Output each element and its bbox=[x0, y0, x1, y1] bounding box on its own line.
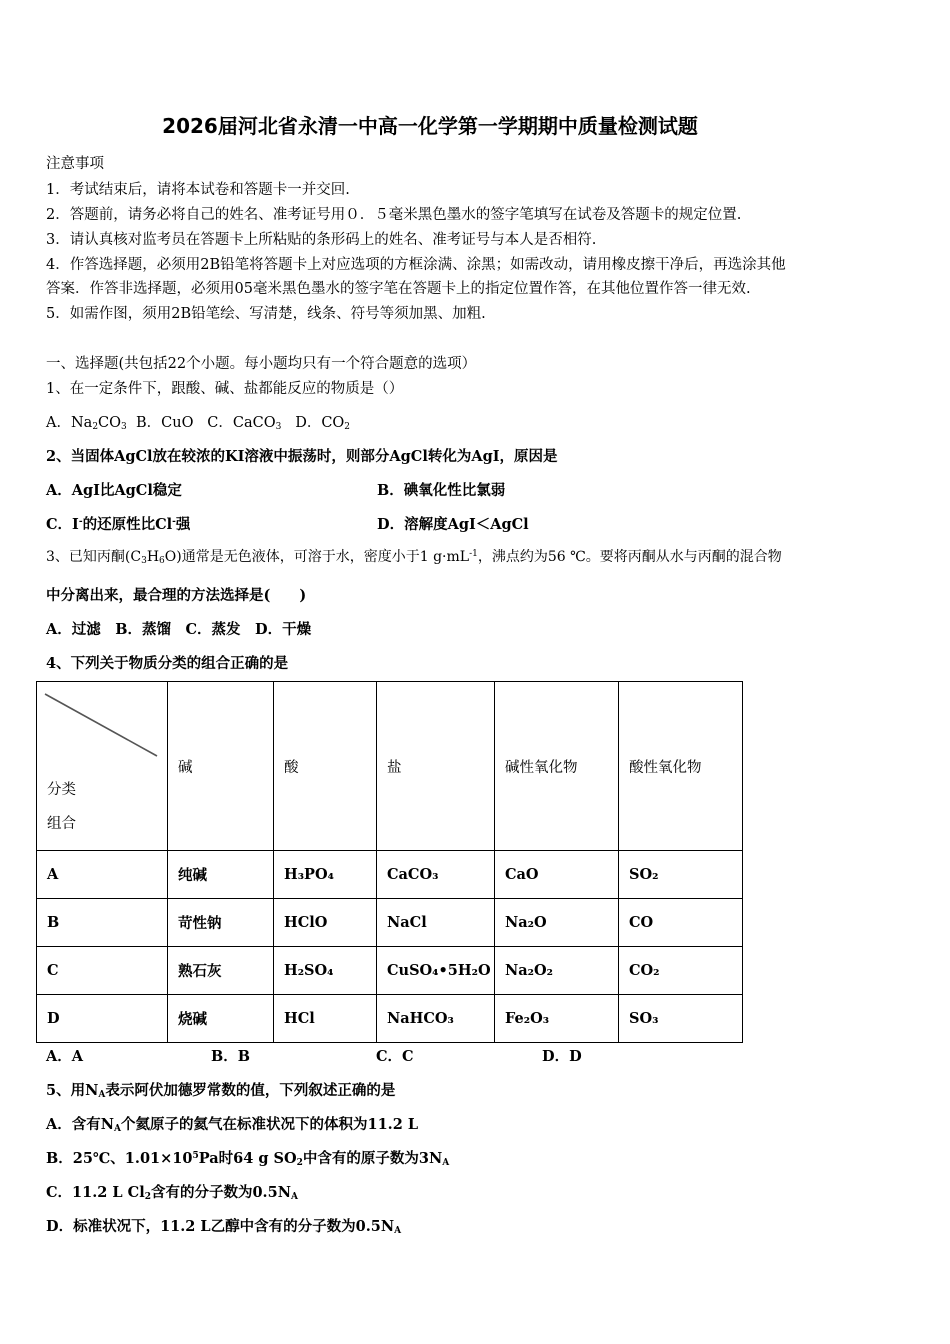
question-3-options: A．过滤 B．蒸馏 C．蒸发 D．干燥 bbox=[46, 621, 312, 638]
table-cell: CO₂ bbox=[619, 947, 743, 995]
table-cell: H₂SO₄ bbox=[274, 947, 377, 995]
table-cell: C bbox=[37, 947, 168, 995]
table-header-cell: 碱 bbox=[168, 682, 274, 851]
notice-item: 1．考试结束后，请将本试卷和答题卡一并交回. bbox=[46, 182, 350, 198]
table-row bbox=[37, 947, 743, 995]
notice-item: 5．如需作图，须用2B铅笔绘、写清楚，线条、符号等须加黑、加粗. bbox=[46, 306, 486, 322]
table-cell: A bbox=[37, 851, 168, 899]
table-cell: CaCO₃ bbox=[377, 851, 495, 899]
table-cell: H₃PO₄ bbox=[274, 851, 377, 899]
notice-item: 3．请认真核对监考员在答题卡上所粘贴的条形码上的姓名、准考证号与本人是否相符. bbox=[46, 232, 597, 248]
question-4-option-a: A．A bbox=[46, 1048, 84, 1065]
notice-heading: 注意事项 bbox=[46, 156, 104, 172]
notice-item: 答案．作答非选择题，必须用05毫米黑色墨水的签字笔在答题卡上的指定位置作答，在其他位置作答一律无效. bbox=[46, 281, 751, 297]
question-2-option-a: A．AgI比AgCl稳定 bbox=[46, 482, 182, 499]
table-cell: CuSO₄•5H₂O bbox=[377, 947, 495, 995]
table-cell: Na₂O bbox=[495, 899, 619, 947]
question-4-option-b: B．B bbox=[211, 1048, 251, 1065]
table-header-cell: 酸性氧化物 bbox=[619, 682, 743, 851]
table-cell: 烧碱 bbox=[168, 995, 274, 1043]
table-cell: B bbox=[37, 899, 168, 947]
question-5-option-c: C．11.2 L $Cl_2$含有的分子数为$0.5N_A$ bbox=[46, 1184, 298, 1202]
corner-label-category: 分类 bbox=[47, 782, 76, 798]
table-cell: HClO bbox=[274, 899, 377, 947]
table-cell: SO₃ bbox=[619, 995, 743, 1043]
table-cell: HCl bbox=[274, 995, 377, 1043]
question-2-stem: 2、当固体AgCl放在较浓的KI溶液中振荡时，则部分AgCl转化为AgI，原因是 bbox=[46, 448, 558, 465]
question-5-option-b: B．25℃、$1.01\times 10^5Pa$时64 g $SO_2$中含有的原子数为$3N_A$ bbox=[46, 1150, 450, 1168]
table-cell: NaCl bbox=[377, 899, 495, 947]
question-5-stem: 5、用$N_A$表示阿伏加德罗常数的值，下列叙述正确的是 bbox=[46, 1082, 396, 1100]
classification-table bbox=[36, 681, 743, 1043]
table-cell: NaHCO₃ bbox=[377, 995, 495, 1043]
table-corner-cell bbox=[37, 682, 168, 851]
table-cell: Fe₂O₃ bbox=[495, 995, 619, 1043]
table-header-cell: 碱性氧化物 bbox=[495, 682, 619, 851]
table-cell: 苛性钠 bbox=[168, 899, 274, 947]
question-4-stem: 4、下列关于物质分类的组合正确的是 bbox=[46, 655, 289, 672]
table-row bbox=[37, 995, 743, 1043]
table-cell: CaO bbox=[495, 851, 619, 899]
question-1-options: A．$Na_2CO_3$ B．CuO C．CaCO$_3$ D．$CO_2$ bbox=[46, 415, 351, 432]
notice-item: 4．作答选择题，必须用2B铅笔将答题卡上对应选项的方框涂满、涂黑；如需改动，请用橡皮擦干净后，再选涂其他 bbox=[46, 257, 786, 273]
table-cell: 熟石灰 bbox=[168, 947, 274, 995]
question-1-stem: 1、在一定条件下，跟酸、碱、盐都能反应的物质是（） bbox=[46, 381, 404, 397]
question-2-option-d: D．溶解度AgI＜AgCl bbox=[377, 516, 529, 533]
question-3-stem-cont: 中分离出来，最合理的方法选择是( ) bbox=[46, 587, 307, 604]
table-cell: Na₂O₂ bbox=[495, 947, 619, 995]
page-title: 2026届河北省永清一中高一化学第一学期期中质量检测试题 bbox=[162, 114, 698, 138]
table-header-row bbox=[37, 682, 743, 851]
table-row bbox=[37, 899, 743, 947]
question-3-stem: 3、已知丙酮$(C_3H_6O)$通常是无色液体，可溶于水，密度小于1 $g\cdot mL^{-1}$，沸点约为56 ℃。要将丙酮从水与丙酮的混合物 bbox=[46, 549, 782, 566]
question-4-option-d: D．D bbox=[542, 1048, 582, 1065]
section-heading: 一、选择题(共包括22个小题。每小题均只有一个符合题意的选项） bbox=[46, 356, 477, 372]
question-2-option-c: C．I-的还原性比Cl-强 bbox=[46, 516, 191, 533]
table-cell: D bbox=[37, 995, 168, 1043]
question-5-option-a: A．含有$N_A$个氦原子的氦气在标准状况下的体积为11.2 L bbox=[46, 1116, 419, 1134]
corner-label-group: 组合 bbox=[47, 816, 76, 832]
table-cell: 纯碱 bbox=[168, 851, 274, 899]
table-cell: SO₂ bbox=[619, 851, 743, 899]
table-header-cell: 酸 bbox=[274, 682, 377, 851]
table-header-cell: 盐 bbox=[377, 682, 495, 851]
table-cell: CO bbox=[619, 899, 743, 947]
question-4-option-c: C．C bbox=[376, 1048, 414, 1065]
question-5-option-d: D．标准状况下，11.2 L乙醇中含有的分子数为$0.5N_A$ bbox=[46, 1218, 402, 1236]
question-2-option-b: B．碘氧化性比氯弱 bbox=[377, 482, 506, 499]
notice-item: 2．答题前，请务必将自己的姓名、准考证号用０．５毫米黑色墨水的签字笔填写在试卷及答题卡的规定位置. bbox=[46, 207, 742, 223]
table-row bbox=[37, 851, 743, 899]
